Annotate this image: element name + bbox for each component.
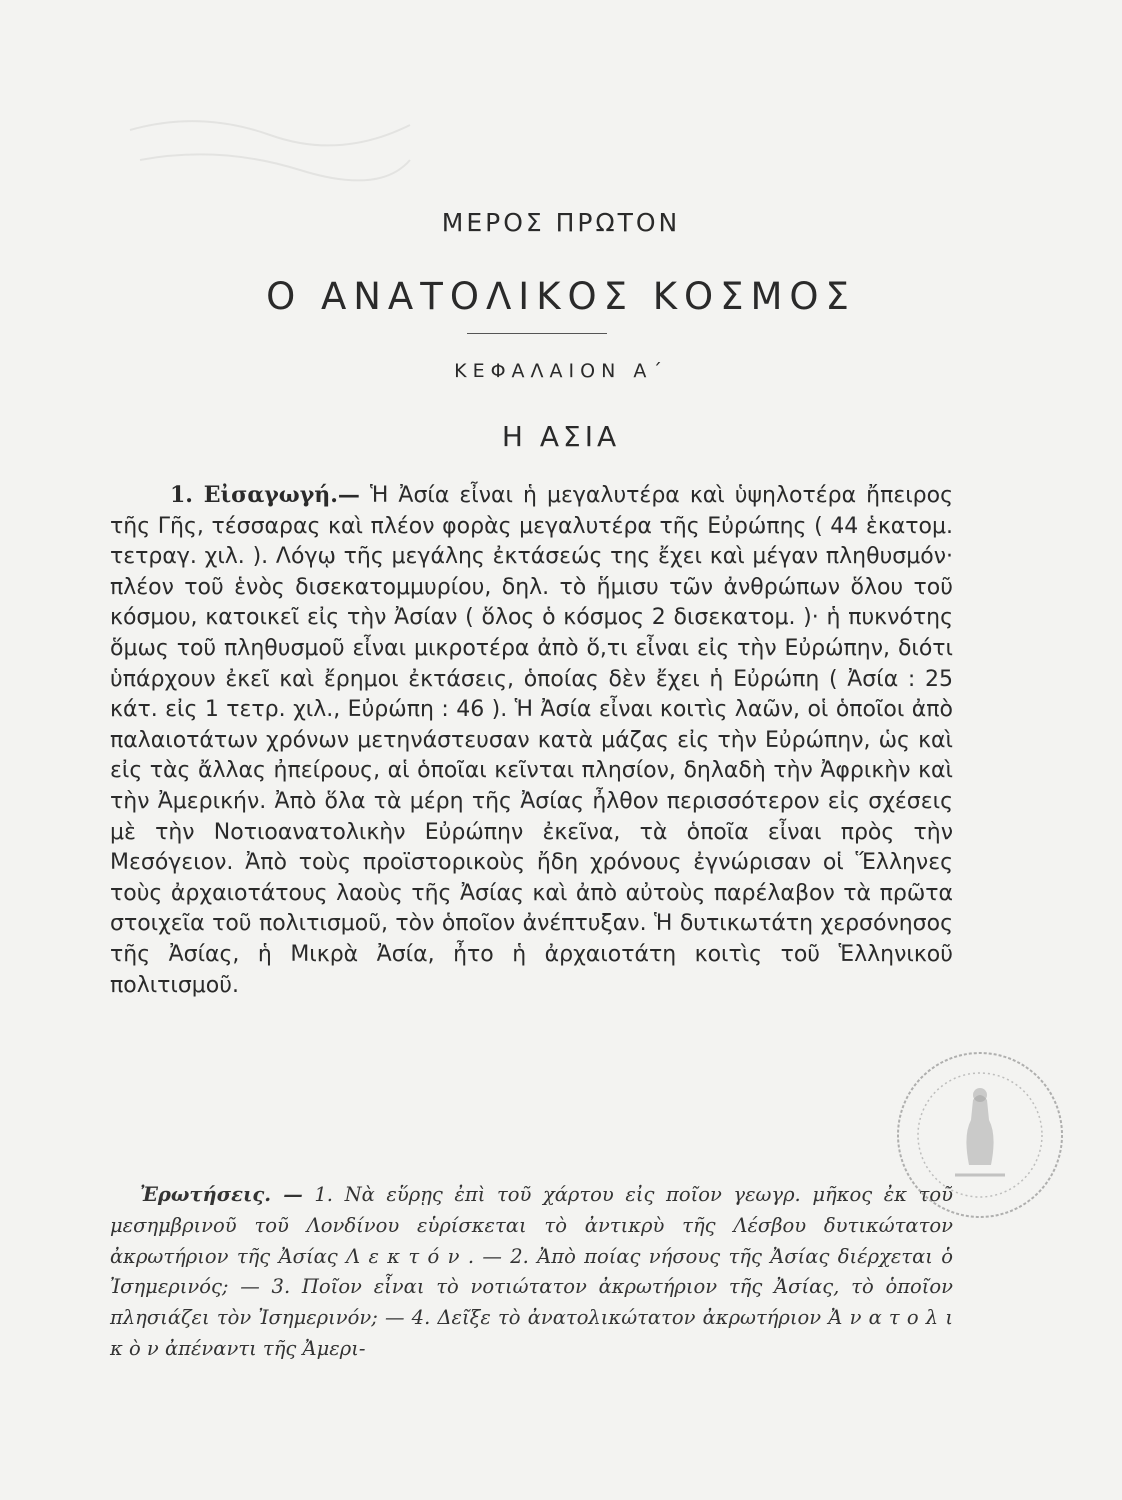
bleed-through-marks	[120, 100, 420, 200]
library-stamp-icon	[885, 1040, 1075, 1230]
title-divider	[467, 333, 607, 334]
questions-lead: Ἐρωτήσεις. —	[140, 1183, 303, 1206]
questions-paragraph	[110, 1180, 953, 1365]
chapter-heading: ΚΕΦΑΛΑΙΟΝ Α΄	[454, 360, 668, 382]
questions-text: 1. Νὰ εὕρῃς ἐπὶ τοῦ χάρτου εἰς ποῖον γεωγρ. μῆκος ἐκ τοῦ μεσημβρινοῦ τοῦ Λονδίνου εὑρίσκεται τὸ ἀντικρὺ τῆς Λέσβου δυτικώτατον ἀκρωτήριον τῆς Ἀσίας Λ ε κ τ ό ν . — 2. Ἀπὸ ποίας νήσους τῆς Ἀσίας διέρχεται ὁ Ἰσημερινός; — 3. Ποῖον εἶναι τὸ νοτιώτατον ἀκρωτήριον τῆς Ἀσίας, τὸ ὁποῖον πλησιάζει τὸν Ἰσημερινόν; — 4. Δεῖξε τὸ ἀνατολικώτατον ἀκρωτήριον Ἀ ν α τ ο λ ι κ ὸ ν ἀπέναντι τῆς Ἀμερι-	[110, 1183, 954, 1360]
paragraph-lead: 1. Εἰσαγωγή.—	[170, 482, 360, 508]
body-paragraph	[110, 480, 953, 1001]
paragraph-text: Ἡ Ἀσία εἶναι ἡ μεγαλυτέρα καὶ ὑψηλοτέρα ἤπειρος τῆς Γῆς, τέσσαρας καὶ πλέον φορὰς μεγαλυτέρα τῆς Εὐρώπης ( 44 ἑκατομ. τετραγ. χιλ. ). Λόγῳ τῆς μεγάλης ἐκτάσεώς της ἔχει καὶ μέγαν πληθυσμόν· πλέον τοῦ ἑνὸς δισεκατομμυρίου, δηλ. τὸ ἥμισυ τῶν ἀνθρώπων ὅλου τοῦ κόσμου, κατοικεῖ εἰς τὴν Ἀσίαν ( ὅλος ὁ κόσμος 2 δισεκατομ. )· ἡ πυκνότης ὅμως τοῦ πληθυσμοῦ εἶναι μικροτέρα ἀπὸ ὅ,τι εἶναι εἰς τὴν Εὐρώπην, διότι ὑπάρχουν ἐκεῖ καὶ ἔρημοι ἐκτάσεις, ὁποίας δὲν ἔχει ἡ Εὐρώπη ( Ἀσία : 25 κάτ. εἰς 1 τετρ. χιλ., Εὐρώπη : 46 ). Ἡ Ἀσία εἶναι κοιτὶς λαῶν, οἱ ὁποῖοι ἀπὸ παλαιοτάτων χρόνων μετηνάστευσαν κατὰ μάζας εἰς τὴν Εὐρώπην, ὡς καὶ εἰς τὰς ἄλλας ἠπείρους, αἱ ὁποῖαι κεῖνται πλησίον, δηλαδὴ τὴν Ἀφρικὴν καὶ τὴν Ἀμερικήν. Ἀπὸ ὅλα τὰ μέρη τῆς Ἀσίας ἦλθον περισσότερον εἰς σχέσεις μὲ τὴν Νοτιοανατολικὴν Εὐρώπην ἐκεῖνα, τὰ ὁποῖα εἶναι πρὸς τὴν Μεσόγειον. Ἀπὸ τοὺς προϊστορικοὺς ἤδη χρόνους ἐγνώρισαν οἱ Ἕλληνες τοὺς ἀρχαιοτάτους λαοὺς τῆς Ἀσίας καὶ ἀπὸ αὐτοὺς παρέλαβον τὰ πρῶτα στοιχεῖα τοῦ πολιτισμοῦ, τὸν ὁποῖον ἀνέπτυξαν. Ἡ δυτικωτάτη χερσόνησος τῆς Ἀσίας, ἡ Μικρὰ Ἀσία, ἦτο ἡ ἀρχαιοτάτη κοιτὶς τοῦ Ἑλληνικοῦ πολιτισμοῦ.	[110, 483, 953, 998]
main-title: Ο ΑΝΑΤΟΛΙΚΟΣ ΚΟΣΜΟΣ	[266, 275, 856, 318]
section-title: Η ΑΣΙΑ	[501, 420, 621, 453]
part-title: ΜΕΡΟΣ ΠΡΩΤΟΝ	[441, 208, 681, 237]
